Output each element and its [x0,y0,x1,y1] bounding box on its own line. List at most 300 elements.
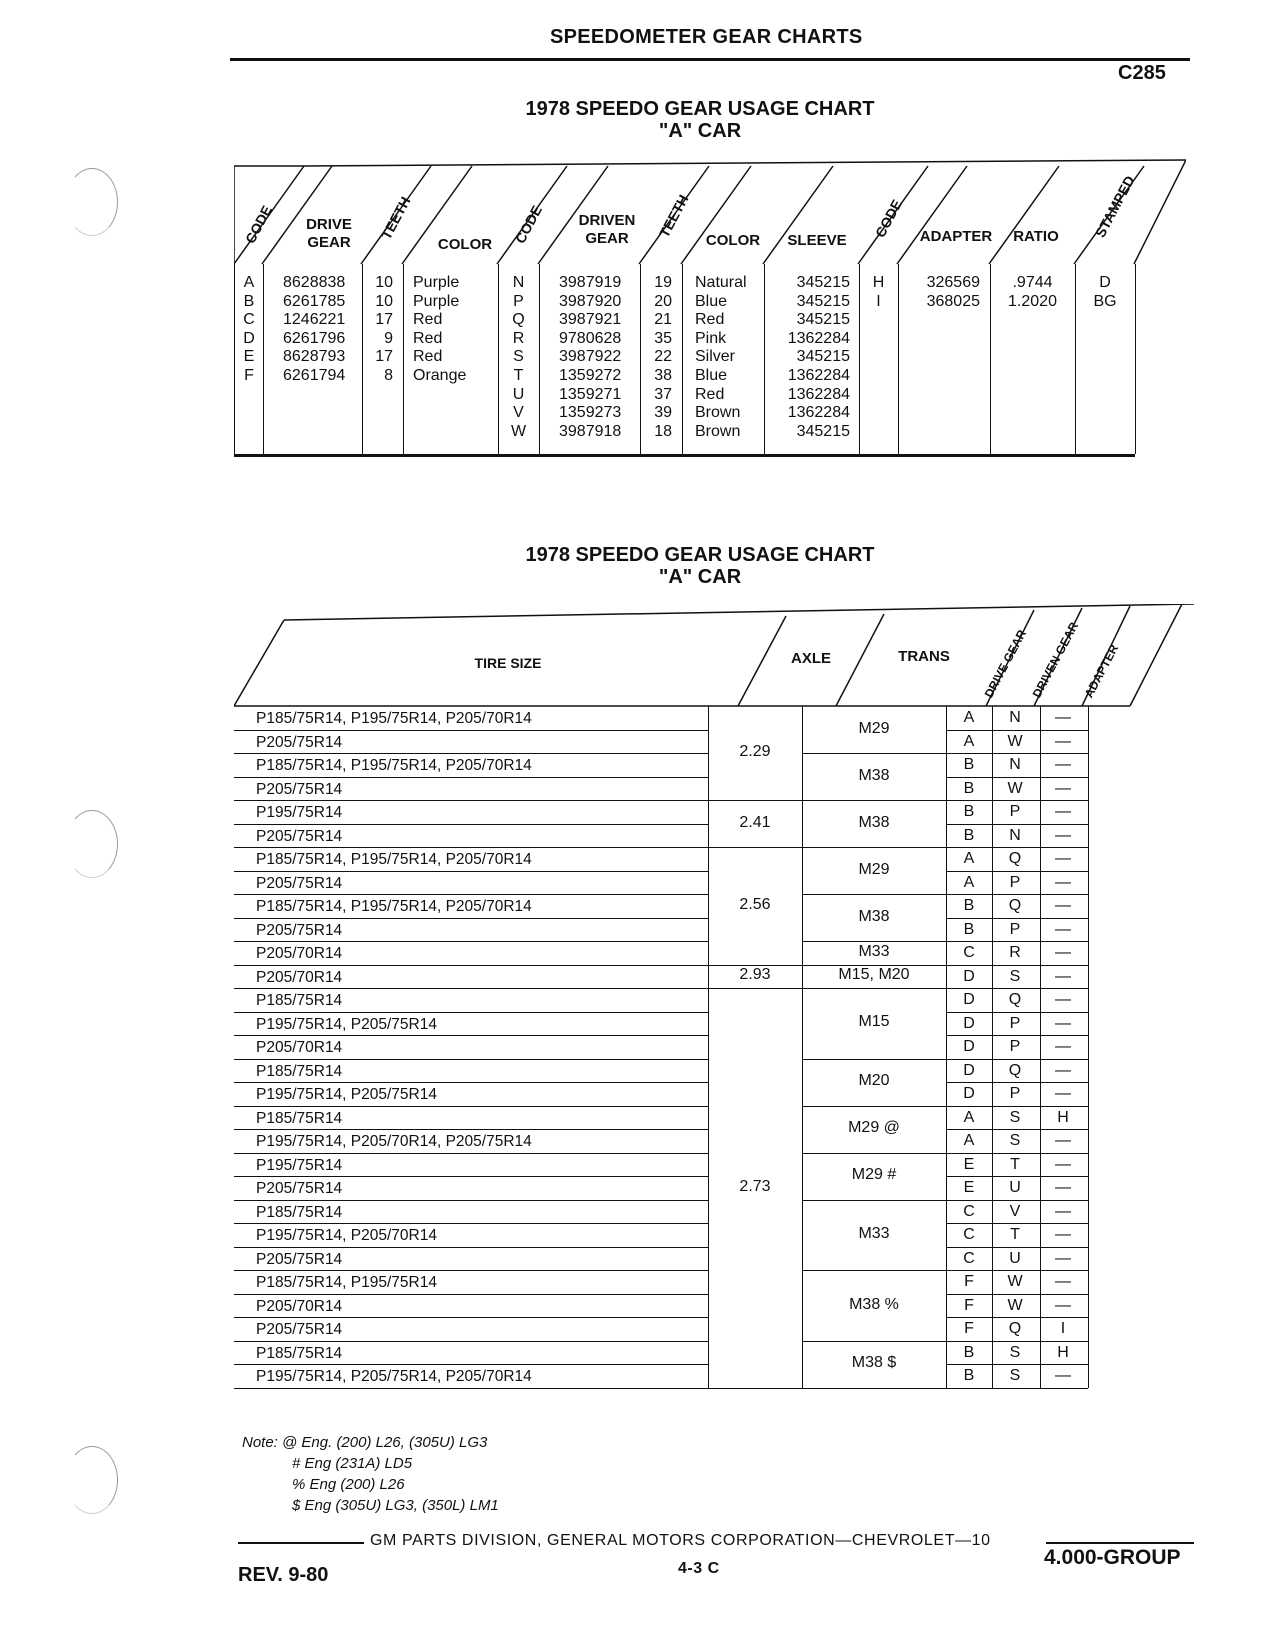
axle-value: 2.41 [739,813,771,831]
adapter-cell: — [1055,1038,1071,1056]
footer-rule-left [238,1542,364,1544]
gear-row-rule [946,1176,1088,1177]
gear-row-rule [946,1294,1088,1295]
drive-teeth-column [363,274,393,386]
drive-code-cell: C [243,311,255,329]
tire-size-cell: P205/70R14 [256,968,343,986]
tire-size-cell: P205/75R14 [256,874,343,892]
driven-gear-cell: W [1007,732,1023,750]
adapter-cell: — [1055,1014,1071,1032]
trans-value: M15, M20 [838,966,910,984]
drive-gear-cell: E [963,1179,975,1197]
axle-group-rule [708,800,802,801]
sleeve-column [764,274,850,441]
driven-gear-cell: W [1007,779,1023,797]
column-rule [1040,706,1041,1388]
axle-value: 2.29 [739,743,771,761]
gear-row-rule [946,894,1088,895]
driven-color-cell: Red [695,385,725,403]
chart2-title-line1: 1978 SPEEDO GEAR USAGE CHART [525,544,875,566]
page-code: C285 [1118,62,1166,84]
drive-code-column [235,274,263,386]
adapter-cell: — [1055,826,1071,844]
adapter-code-column [859,274,898,311]
chart1-header-code3: CODE [871,196,905,240]
driven-gear-cell: P [1009,873,1021,891]
header-adapter: ADAPTER [1081,642,1122,700]
driven-gear-cell: Q [1008,850,1022,868]
adapter-cell: — [1055,873,1071,891]
chart1-header-driven-gear: DRIVEN GEAR [578,212,636,247]
driven-teeth-cell: 18 [654,422,672,440]
tire-row-rule [234,1129,708,1130]
adapter-cell: — [1055,709,1071,726]
axle-group-rule [708,1388,802,1389]
footer-rule-right [1046,1542,1194,1544]
gear-row-rule [946,1082,1088,1083]
drive-teeth-cell: 10 [375,274,393,291]
drive-teeth-cell: 10 [375,292,393,310]
driven-color-cell: Silver [695,348,736,366]
driven-gear-cell: 3987920 [559,292,622,310]
drive-gear-cell: 6261796 [283,329,346,347]
drive-color-cell: Orange [413,366,467,384]
tire-row-rule [234,753,708,754]
tire-row-rule [234,1364,708,1365]
gear-row-rule [946,1153,1088,1154]
adapter-cell: — [1055,991,1071,1009]
trans-value: M29 [858,860,890,878]
gear-row-rule [946,1106,1088,1107]
drive-teeth-cell: 9 [384,329,393,347]
adapter-cell: — [1055,1296,1071,1314]
gear-row-rule [946,1247,1088,1248]
drive-color-cell: Purple [413,292,460,310]
axle-value: 2.73 [739,1178,771,1196]
gear-row-rule [946,1341,1088,1342]
header-rule [230,58,1190,61]
drive-gear-cell: D [963,1014,975,1032]
driven-gear-cell: 3987921 [559,311,622,329]
drive-gear-cell: B [963,756,975,774]
driven-gear-cell: S [1009,1367,1021,1385]
adapter-cell: — [1055,897,1071,915]
chart1-title [440,98,960,142]
driven-gear-cell: T [1010,1226,1020,1244]
tire-row-rule [234,1082,708,1083]
driven-gear-cell: Q [1008,991,1022,1009]
trans-value: M29 [858,719,890,737]
gear-row-rule [946,871,1088,872]
adapter-part-cell: 326569 [926,274,980,291]
chart1-header-teeth1: TEETH [377,193,414,242]
drive-gear-cell: 8628793 [283,348,346,366]
binder-hole-top [66,168,118,236]
adapter-cell: — [1055,1155,1071,1173]
driven-teeth-cell: 39 [654,404,672,422]
sleeve-cell: 345215 [796,292,850,310]
tire-row-rule [234,1012,708,1013]
header-drive-gear: DRIVE GEAR [981,627,1030,700]
header-driven-gear: DRIVEN GEAR [1029,619,1082,700]
driven-gear-cell: 3987918 [559,422,622,440]
note-line-3: % Eng (200) L26 [292,1476,405,1493]
driven-gear-cell: 3987922 [559,348,622,366]
driven-code-column [498,274,539,441]
driven-gear-cell: P [1009,920,1021,938]
column-rule [1088,706,1089,1388]
adapter-cell: — [1055,1179,1071,1197]
chart1-title-line1: 1978 SPEEDO GEAR USAGE CHART [525,98,875,120]
tire-size-cell: P195/75R14 [256,804,343,822]
drive-gear-cell: 6261785 [283,292,346,310]
tire-row-rule [234,918,708,919]
chart1-title-line2: "A" CAR [658,120,742,142]
drive-gear-cell: B [963,920,975,938]
gear-row-rule [946,800,1088,801]
driven-gear-cell: 9780628 [559,329,622,347]
adapter-cell: — [1055,1226,1071,1244]
chart1-header-adapter: ADAPTER [919,228,993,245]
driven-code-cell: R [512,329,525,347]
trans-group-rule [802,800,946,801]
drive-gear-cell: F [964,1273,974,1291]
drive-gear-cell: B [963,1367,975,1385]
drive-gear-column [283,274,361,386]
adapter-cell: — [1055,1202,1071,1220]
drive-color-column [413,274,497,386]
driven-gear-cell: N [1009,709,1021,726]
driven-color-cell: Brown [695,404,741,422]
driven-code-cell: V [513,404,524,422]
sleeve-cell: 345215 [796,422,850,440]
stamped-cell: BG [1093,292,1117,310]
tire-size-cell: P185/75R14 [256,1203,343,1221]
gear-spec-chart [234,158,1186,458]
sleeve-cell: 1362284 [787,329,850,347]
trans-value: M29 # [851,1166,897,1184]
driven-gear-cell: P [1009,1038,1021,1056]
drive-code-cell: D [243,329,255,347]
gear-row-rule [946,988,1088,989]
tire-size-cell: P185/75R14 [256,1344,343,1362]
driven-color-cell: Natural [695,274,747,291]
adapter-cell: — [1055,850,1071,868]
driven-gear-cell: S [1009,967,1021,985]
driven-gear-cell: R [1009,944,1021,962]
tire-row-rule [234,1106,708,1107]
drive-gear-cell: B [963,826,975,844]
tire-size-cell: P195/75R14, P205/70R14 [256,1227,437,1245]
tire-row-rule [234,1035,708,1036]
tire-size-cell: P195/75R14 [256,1156,343,1174]
gear-row-rule [946,753,1088,754]
tire-row-rule [234,871,708,872]
gear-row-rule [946,824,1088,825]
adapter-code-cell: H [872,274,885,291]
gear-row-rule [946,965,1088,966]
tire-row-rule [234,1294,708,1295]
adapter-cell: — [1055,732,1071,750]
tire-row-rule [234,1176,708,1177]
page-header [230,26,1190,66]
gear-row-rule [946,1270,1088,1271]
driven-gear-cell: U [1009,1179,1021,1197]
tire-size-cell: P205/75R14 [256,1321,343,1339]
axle-group-rule [708,847,802,848]
adapter-cell: — [1055,1249,1071,1267]
gear-row-rule [946,1317,1088,1318]
drive-code-cell: F [244,366,254,384]
tire-size-cell: P205/75R14 [256,921,343,939]
page-title: SPEEDOMETER GEAR CHARTS [550,26,863,48]
trans-group-rule [802,988,946,989]
driven-code-cell: U [512,385,525,403]
drive-gear-cell: D [963,1085,975,1103]
header-axle: AXLE [790,650,831,667]
page-footer [238,1528,1198,1598]
tire-row-rule [234,1200,708,1201]
driven-gear-cell: V [1009,1202,1021,1220]
drive-gear-cell: 8628838 [283,274,346,291]
chart1-header-ratio: RATIO [1013,228,1059,245]
tire-row-rule [234,1341,708,1342]
gear-row-rule [946,1200,1088,1201]
trans-group-rule [802,894,946,895]
trans-value: M38 % [849,1295,899,1313]
drive-gear-cell: D [963,967,975,985]
trans-value: M15 [858,1013,890,1031]
footer-group: 4.000-GROUP [1044,1546,1181,1569]
trans-value: M33 [858,942,890,960]
gear-row-rule [946,1059,1088,1060]
adapter-cell: — [1055,920,1071,938]
driven-gear-cell: 3987919 [559,274,622,291]
tire-size-cell: P185/75R14, P195/75R14, P205/70R14 [256,898,532,916]
driven-code-cell: S [513,348,524,366]
tire-size-cell: P195/75R14, P205/70R14, P205/75R14 [256,1133,532,1151]
trans-group-rule [802,1388,946,1389]
adapter-cell: — [1055,967,1071,985]
drive-code-cell: E [243,348,255,366]
tire-row-rule [234,777,708,778]
drive-gear-cell: F [964,1296,974,1314]
gear-row-rule [946,1388,1088,1389]
sleeve-cell: 1362284 [787,385,850,403]
driven-teeth-cell: 38 [654,366,672,384]
trans-value: M33 [858,1225,890,1243]
adapter-cell: H [1057,1343,1069,1361]
adapter-code-cell: I [876,292,881,310]
chart1-header-drive-gear: DRIVE GEAR [306,216,352,251]
trans-group-rule [802,753,946,754]
driven-gear-cell: N [1009,756,1021,774]
notes [242,1432,499,1516]
driven-gear-cell: W [1007,1296,1023,1314]
chart1-header-color1: COLOR [437,236,493,253]
drive-color-cell: Red [413,329,443,347]
tire-size-cell: P185/75R14 [256,1062,343,1080]
binder-hole-bottom [66,1446,118,1514]
driven-color-cell: Blue [695,292,728,310]
gear-row-rule [946,730,1088,731]
drive-gear-cell: A [963,873,975,891]
trans-group-rule [802,1341,946,1342]
drive-gear-cell: C [963,1202,975,1220]
binder-hole-middle [66,810,118,878]
driven-gear-cell: 1359271 [559,385,622,403]
tire-size-cell: P185/75R14, P195/75R14 [256,1274,437,1292]
tire-size-cell: P205/70R14 [256,1297,343,1315]
gear-row-rule [946,777,1088,778]
adapter-cell: — [1055,779,1071,797]
adapter-cell: I [1060,1320,1066,1338]
drive-gear-cell: D [963,1038,975,1056]
drive-color-cell: Red [413,348,443,366]
axle-group-rule [708,988,802,989]
driven-gear-cell: T [1010,1155,1020,1173]
trans-value: M38 $ [851,1354,897,1372]
trans-group-rule [802,1270,946,1271]
ratio-column [990,274,1075,311]
tire-row-rule [234,1388,708,1389]
tire-row-rule [234,1317,708,1318]
gear-row-rule [946,1223,1088,1224]
drive-gear-cell: D [963,1061,975,1079]
driven-gear-cell: P [1009,1085,1021,1103]
tire-row-rule [234,941,708,942]
drive-code-cell: B [243,292,255,310]
drive-color-cell: Red [413,311,443,329]
axle-value: 2.93 [739,966,771,984]
adapter-part-cell: 368025 [926,292,980,310]
drive-gear-cell: F [964,1320,974,1338]
gear-row-rule [946,1129,1088,1130]
trans-value: M38 [858,766,890,784]
drive-gear-cell: D [963,991,975,1009]
drive-color-cell: Purple [413,274,460,291]
tire-size-cell: P185/75R14, P195/75R14, P205/70R14 [256,710,532,727]
driven-color-cell: Pink [695,329,727,347]
gear-row-rule [946,1364,1088,1365]
driven-gear-cell: 1359272 [559,366,622,384]
stamped-column [1075,274,1135,311]
chart1-header-teeth2: TEETH [655,191,692,240]
axle-value: 2.56 [739,895,771,913]
gear-row-rule [946,918,1088,919]
driven-teeth-cell: 22 [654,348,672,366]
tire-size-cell: P195/75R14, P205/75R14 [256,1086,437,1104]
tire-row-rule [234,824,708,825]
drive-gear-cell: B [963,803,975,821]
tire-row-rule [234,730,708,731]
drive-gear-cell: A [963,1132,975,1150]
adapter-cell: — [1055,1085,1071,1103]
trans-group-rule [802,1059,946,1060]
adapter-cell: — [1055,1132,1071,1150]
trans-value: M38 [858,813,890,831]
driven-gear-cell: P [1009,803,1021,821]
drive-gear-cell: A [963,709,975,726]
drive-teeth-cell: 8 [384,366,393,384]
driven-gear-cell: S [1009,1343,1021,1361]
driven-gear-cell: U [1009,1249,1021,1267]
note-line-1: Note: @ Eng. (200) L26, (305U) LG3 [242,1434,488,1451]
drive-gear-cell: C [963,1249,975,1267]
tire-size-cell: P195/75R14, P205/75R14, P205/70R14 [256,1368,532,1386]
sleeve-cell: 345215 [796,348,850,366]
ratio-cell: 1.2020 [1008,292,1057,310]
tire-size-cell: P185/75R14 [256,1109,343,1127]
drive-gear-cell: A [963,1108,975,1126]
adapter-cell: — [1055,756,1071,774]
tire-size-cell: P205/70R14 [256,1039,343,1057]
trans-group-rule [802,1106,946,1107]
sleeve-cell: 345215 [796,311,850,329]
ratio-cell: .9744 [1012,274,1053,291]
adapter-cell: — [1055,1273,1071,1291]
tire-row-rule [234,847,708,848]
driven-code-cell: N [512,274,525,291]
chart1-header-slants [234,158,1186,268]
driven-code-cell: T [513,366,524,384]
drive-gear-cell: E [963,1155,975,1173]
drive-gear-cell: C [963,1226,975,1244]
driven-color-column [695,274,763,441]
gear-row-rule [946,1035,1088,1036]
driven-teeth-cell: 20 [654,292,672,310]
adapter-part-column [898,274,980,311]
footer-page-number: 4-3 C [678,1560,720,1577]
stamped-cell: D [1099,274,1111,291]
tire-size-cell: P185/75R14, P195/75R14, P205/70R14 [256,851,532,869]
drive-gear-cell: B [963,779,975,797]
drive-teeth-cell: 17 [375,311,393,329]
chart2-title-line2: "A" CAR [658,566,742,588]
drive-gear-cell: A [963,850,975,868]
adapter-cell: — [1055,1367,1071,1385]
note-line-2: # Eng (231A) LD5 [292,1455,413,1472]
tire-usage-chart [234,604,1194,1424]
sleeve-cell: 345215 [796,274,850,291]
tire-row-rule [234,1153,708,1154]
chart1-header-sleeve: SLEEVE [787,232,847,249]
header-trans: TRANS [898,648,950,665]
driven-gear-cell: S [1009,1132,1021,1150]
adapter-cell: — [1055,944,1071,962]
sleeve-cell: 1362284 [787,366,850,384]
driven-color-cell: Brown [695,422,741,440]
tire-size-cell: P205/75R14 [256,733,343,751]
tire-size-cell: P205/75R14 [256,1250,343,1268]
trans-value: M20 [858,1072,890,1090]
driven-gear-cell: W [1007,1273,1023,1291]
note-line-4: $ Eng (305U) LG3, (350L) LM1 [292,1497,499,1514]
chart1-header-stamped: STAMPED [1091,172,1138,240]
driven-gear-cell: Q [1008,897,1022,915]
driven-gear-cell: N [1009,826,1021,844]
driven-gear-cell: P [1009,1014,1021,1032]
chart1-header-code2: CODE [511,202,545,246]
gear-row-rule [946,1012,1088,1013]
driven-gear-cell: S [1009,1108,1021,1126]
column-rule [946,706,947,1388]
driven-gear-cell: Q [1008,1061,1022,1079]
tire-row-rule [234,1223,708,1224]
adapter-cell: — [1055,1061,1071,1079]
chart1-header-color2: COLOR [705,232,761,249]
chart2-rows [234,706,1194,1426]
